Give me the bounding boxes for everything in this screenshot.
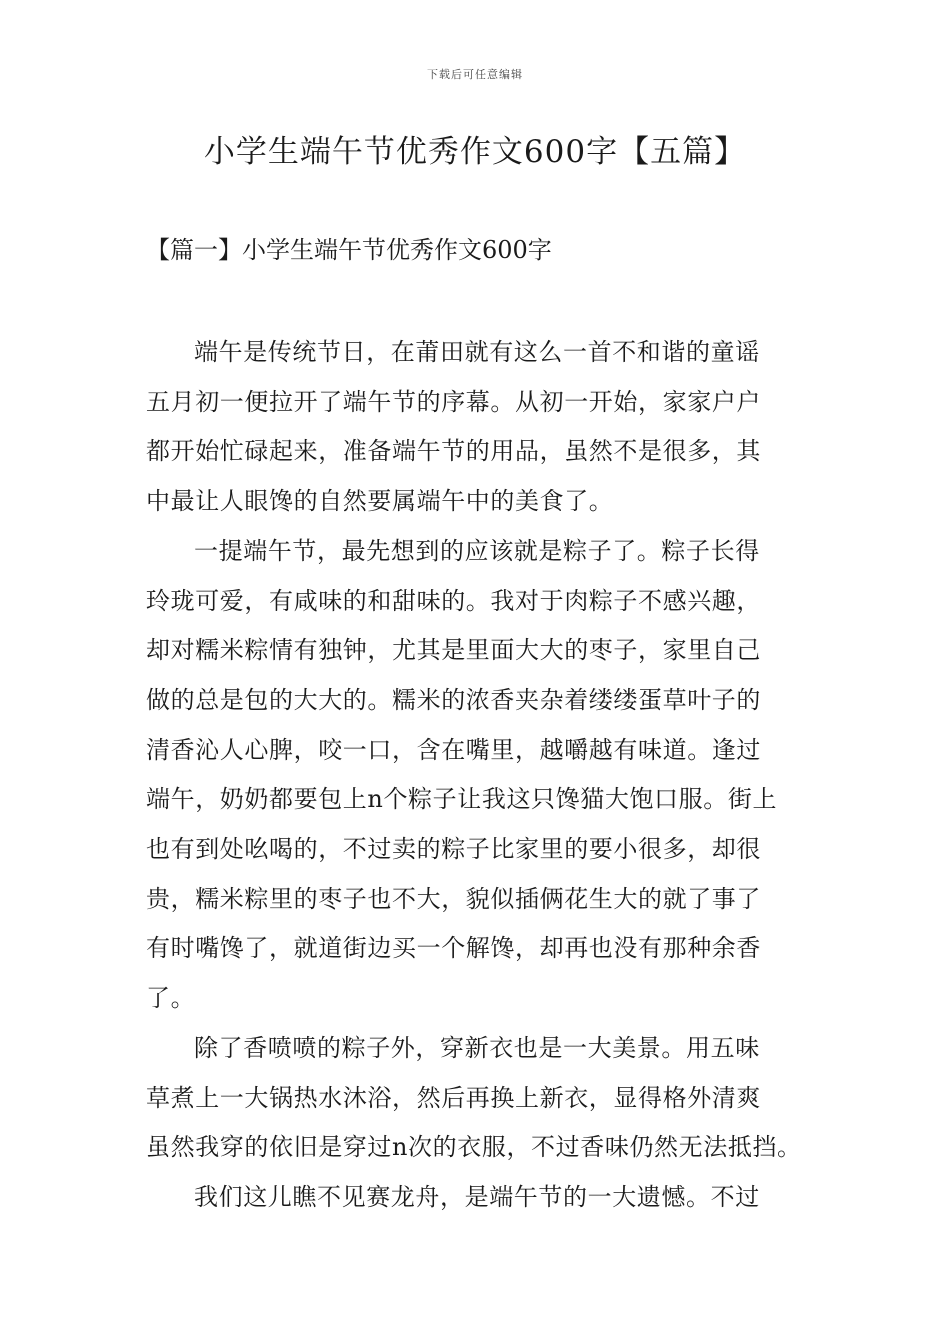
text-line: 却对糯米粽情有独钟，尤其是里面大大的枣子，家里自己 — [146, 636, 761, 665]
text-line: 我们这儿瞧不见赛龙舟，是端午节的一大遗憾。不过 — [194, 1182, 760, 1211]
text-line: 了。 — [146, 984, 196, 1013]
text-line: 一提端午节，最先想到的应该就是粽子了。粽子长得 — [194, 536, 760, 565]
text-line: 玲珑可爱，有咸味的和甜味的。我对于肉粽子不感兴趣， — [146, 586, 761, 615]
paragraph-1 — [146, 328, 808, 527]
document-title: 小学生端午节优秀作文600字【五篇】 — [203, 134, 747, 170]
essay-body — [146, 328, 808, 1223]
paragraph-2 — [146, 527, 808, 1024]
text-line: 虽然我穿的依旧是穿过n次的衣服，不过香味仍然无法抵挡。 — [146, 1133, 802, 1162]
paragraph-4 — [146, 1173, 808, 1223]
text-line: 五月初一便拉开了端午节的序幕。从初一开始，家家户户 — [146, 387, 761, 416]
section-heading: 【篇一】小学生端午节优秀作文600字 — [146, 236, 552, 264]
text-line: 有时嘴馋了，就道街边买一个解馋，却再也没有那种余香 — [146, 934, 761, 963]
text-line: 也有到处吆喝的，不过卖的粽子比家里的要小很多，却很 — [146, 835, 761, 864]
text-line: 中最让人眼馋的自然要属端午中的美食了。 — [146, 487, 614, 516]
text-line: 端午，奶奶都要包上n个粽子让我这只馋猫大饱口服。街上 — [146, 785, 778, 814]
text-line: 清香沁人心脾，咬一口，含在嘴里，越嚼越有味道。逢过 — [146, 735, 761, 764]
text-line: 都开始忙碌起来，准备端午节的用品，虽然不是很多，其 — [146, 437, 761, 466]
text-line: 草煮上一大锅热水沐浴，然后再换上新衣，显得格外清爽 — [146, 1083, 761, 1112]
text-line: 贵，糯米粽里的枣子也不大，貌似插俩花生大的就了事了 — [146, 884, 761, 913]
text-line: 端午是传统节日，在莆田就有这么一首不和谐的童谣 — [194, 338, 760, 366]
text-line: 做的总是包的大大的。糯米的浓香夹杂着缕缕蛋草叶子的 — [146, 685, 761, 714]
text-line: 除了香喷喷的粽子外，穿新衣也是一大美景。用五味 — [194, 1033, 760, 1062]
header-note: 下载后可任意编辑 — [427, 68, 523, 81]
paragraph-3 — [146, 1024, 808, 1173]
